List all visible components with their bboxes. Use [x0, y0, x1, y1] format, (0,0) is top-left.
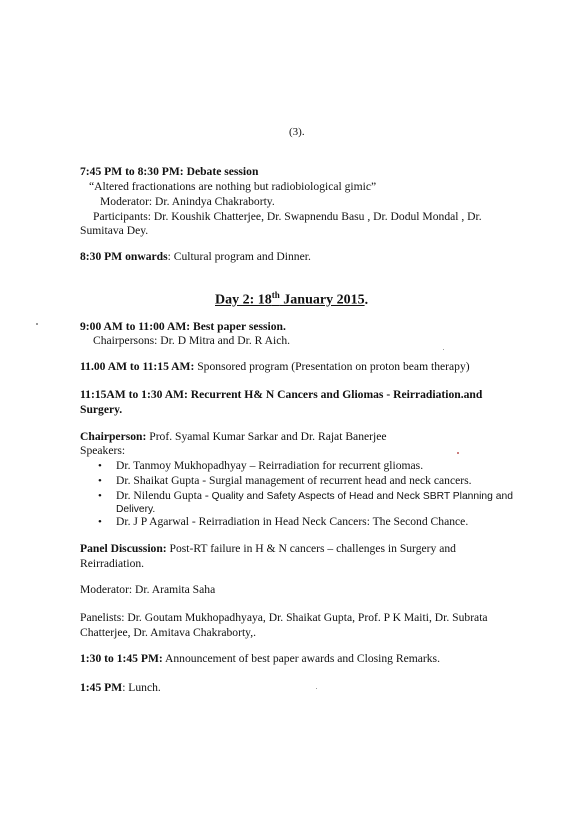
scan-speck: [316, 688, 317, 689]
cultural-program: [80, 250, 311, 264]
speaker-name: Dr. Nilendu Gupta -: [116, 489, 212, 502]
debate-participants-line2: Sumitava Dey.: [80, 224, 149, 237]
page-number: (3).: [289, 126, 305, 138]
day2-sup: th: [271, 290, 280, 300]
day2-suffix: January 2015: [279, 292, 365, 308]
speaker-item: Dr. J P Agarwal - Reirradiation in Head Neck Cancers: The Second Chance.: [116, 515, 469, 528]
bullet-icon: •: [98, 490, 102, 502]
scan-speck: [36, 323, 38, 325]
day2-heading: [215, 290, 368, 309]
lunch-text: : Lunch.: [122, 681, 161, 694]
panelists-line2: Chatterjee, Dr. Amitava Chakraborty,.: [80, 626, 256, 639]
cultural-time: 8:30 PM onwards: [80, 250, 168, 263]
debate-title: Debate session: [183, 165, 259, 178]
panelists-line1: Panelists: Dr. Goutam Mukhopadhyaya, Dr. Shaikat Gupta, Prof. P K Maiti, Dr. Subrata: [80, 611, 488, 624]
speaker-item: Dr. Shaikat Gupta - Surgial management of recurrent head and neck cancers.: [116, 474, 472, 487]
panel-discussion-line2: Reirradiation.: [80, 557, 145, 570]
recurrent-heading-line1: 11:15AM to 1:30 AM: Recurrent H& N Cancers and Gliomas - Reirradiation.and: [80, 388, 483, 401]
closing-text: Announcement of best paper awards and Closing Remarks.: [162, 652, 440, 665]
lunch: [80, 681, 161, 695]
best-paper-heading: 9:00 AM to 11:00 AM: Best paper session.: [80, 320, 286, 333]
panel-moderator: Moderator: Dr. Aramita Saha: [80, 583, 216, 596]
speaker-item: [116, 489, 513, 504]
day2-dot: .: [364, 292, 369, 308]
bullet-icon: •: [98, 516, 102, 528]
speaker-item: Dr. Tanmoy Mukhopadhyay – Reirradiation for recurrent gliomas.: [116, 459, 424, 472]
scan-speck: [443, 349, 444, 350]
speaker-talk-line2: Delivery.: [116, 504, 156, 515]
day2-prefix: Day 2: 18: [215, 292, 272, 308]
best-paper-chairpersons: Chairpersons: Dr. D Mitra and Dr. R Aich.: [93, 334, 291, 347]
debate-heading: [80, 165, 258, 179]
scan-speck: [457, 452, 459, 454]
debate-moderator: Moderator: Dr. Anindya Chakraborty.: [100, 195, 275, 208]
debate-motion: “Altered fractionations are nothing but radiobiological gimic”: [89, 180, 377, 193]
sponsored-text: Sponsored program (Presentation on proton beam therapy): [194, 360, 470, 373]
bullet-icon: •: [98, 475, 102, 487]
recurrent-heading-line2: Surgery.: [80, 403, 123, 416]
speaker-talk-line1: Quality and Safety Aspects of Head and Neck SBRT Planning and: [211, 491, 513, 502]
debate-participants-line1: Participants: Dr. Koushik Chatterjee, Dr. Swapnendu Basu , Dr. Dodul Mondal , Dr.: [93, 210, 482, 223]
chairperson-line: [80, 430, 387, 444]
bullet-icon: •: [98, 460, 102, 472]
speakers-label: Speakers:: [80, 444, 126, 457]
chairperson-label: Chairperson:: [80, 430, 147, 443]
debate-time: 7:45 PM to 8:30 PM:: [80, 165, 184, 178]
panel-discussion-line1: [80, 542, 456, 556]
lunch-time: 1:45 PM: [80, 681, 123, 694]
closing-remarks: [80, 652, 440, 666]
closing-time: 1:30 to 1:45 PM:: [80, 652, 163, 665]
panel-text: Post-RT failure in H & N cancers – challenges in Surgery and: [166, 542, 456, 555]
sponsored-time: 11.00 AM to 11:15 AM:: [80, 360, 195, 373]
sponsored-program: [80, 360, 470, 374]
panel-label: Panel Discussion:: [80, 542, 167, 555]
cultural-text: : Cultural program and Dinner.: [167, 250, 311, 263]
chairperson-names: Prof. Syamal Kumar Sarkar and Dr. Rajat Banerjee: [146, 430, 387, 443]
